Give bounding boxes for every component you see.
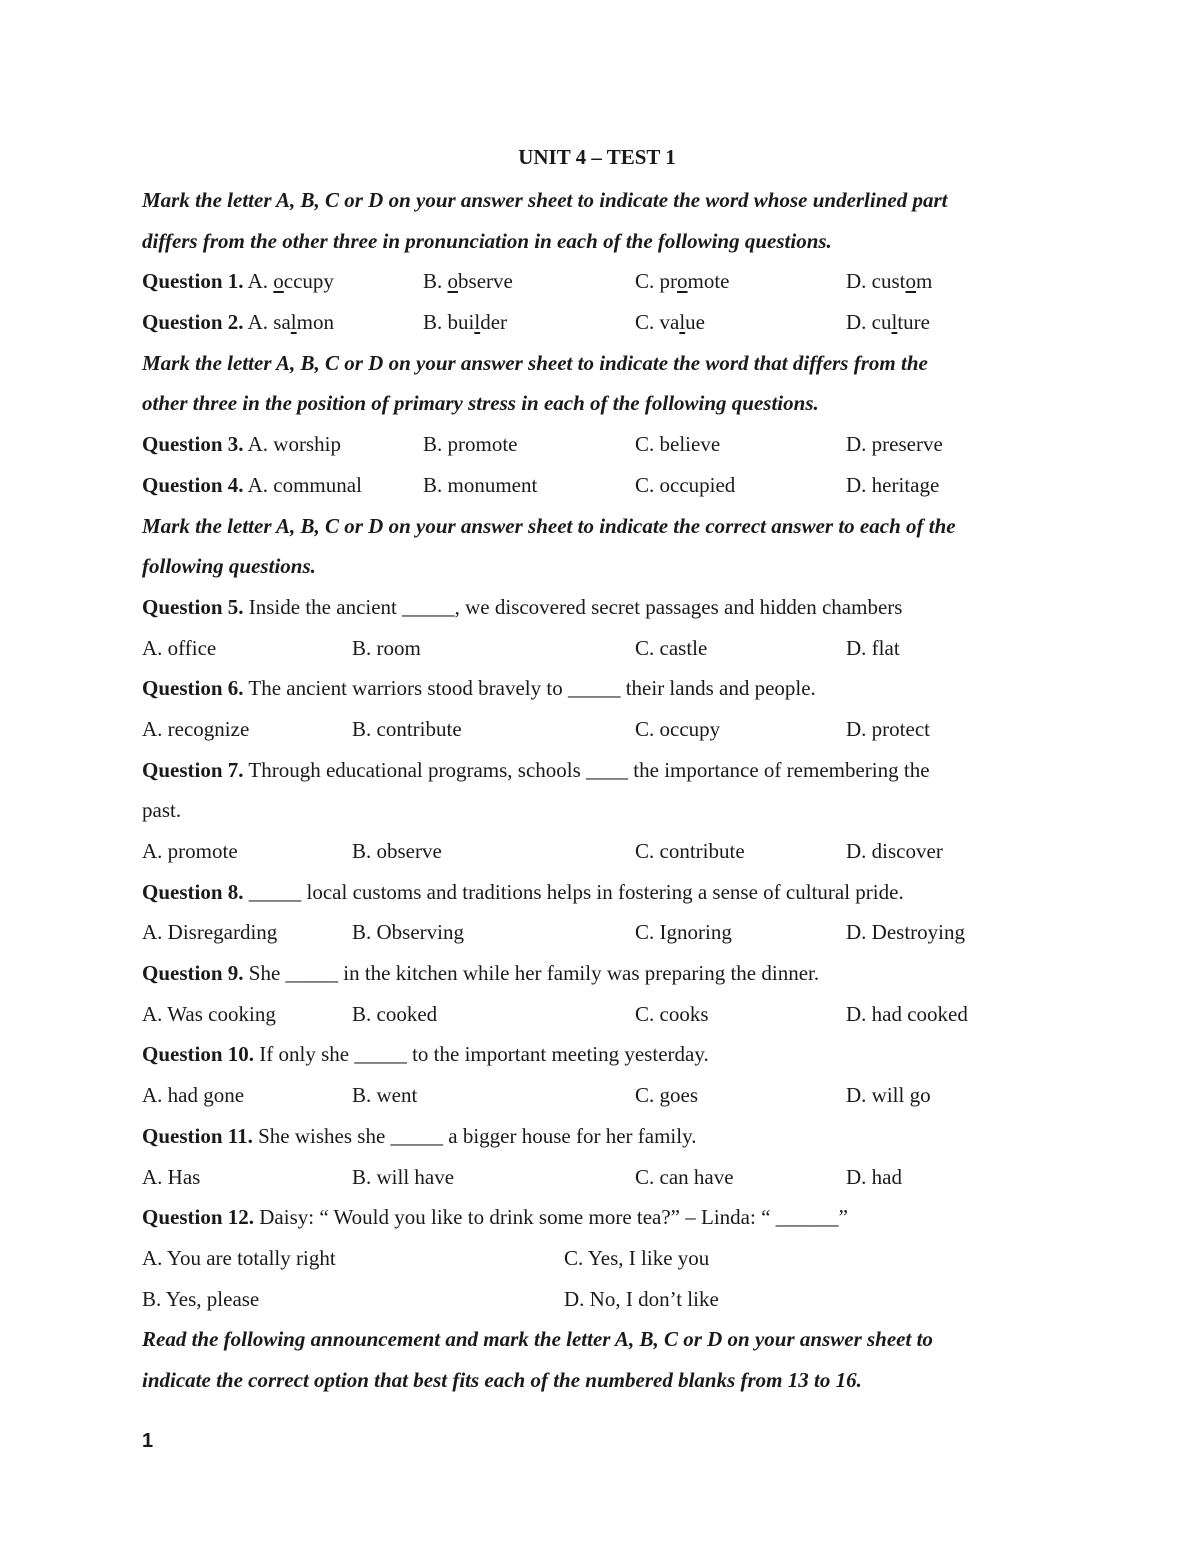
option-c: C. castle (635, 635, 708, 660)
question-label: Question 1. (142, 269, 244, 294)
question-4-option-b: B. monument (423, 472, 538, 497)
option-c: C. contribute (635, 839, 745, 863)
question-label: Question 11. (142, 1123, 253, 1148)
option-a: A. recognize (142, 716, 250, 741)
question-2-option-a: Question 2. A. salmon (142, 310, 334, 335)
question-text: She _____ in the kitchen while her family was preparing the dinner. (243, 961, 820, 986)
question-text: Through educational programs, schools ____ the importance of remembering the (243, 757, 930, 782)
section3-instruction-line2: following questions. (142, 554, 316, 579)
question-text: Inside the ancient _____, we discovered secret passages and hidden chambers (243, 594, 903, 619)
option-b: B. Observing (352, 920, 464, 945)
question-11-stem (142, 1116, 1062, 1157)
question-8-options (142, 912, 1062, 953)
question-12-options-row2 (142, 1279, 1062, 1320)
question-1-option-b: B. observe (423, 269, 513, 294)
question-text: She wishes she _____ a bigger house for her family. (252, 1123, 697, 1148)
question-6-options (142, 709, 1062, 750)
option-c: C. occupy (635, 716, 721, 741)
question-label: Question 12. (142, 1205, 255, 1230)
option-c: C. can have (635, 1164, 734, 1189)
option-c: C. cooks (635, 1001, 709, 1026)
option-d: D. will go (846, 1083, 931, 1108)
option-d: D. protect (846, 716, 930, 741)
section3-instruction-line1: Mark the letter A, B, C or D on your answer sheet to indicate the correct answer to each of the (142, 513, 956, 538)
option-a: A. Was cooking (142, 1001, 276, 1026)
question-5-options (142, 628, 1062, 669)
question-text: The ancient warriors stood bravely to _____ their lands and people. (243, 676, 816, 701)
option-d: D. Destroying (846, 920, 965, 945)
question-4-option-d: D. heritage (846, 472, 940, 497)
option-a: A. You are totally right (142, 1245, 336, 1270)
question-4 (142, 465, 1062, 506)
question-3-option-c: C. believe (635, 432, 721, 457)
question-label: Question 4. (142, 472, 244, 497)
question-4-option-a: Question 4. A. communal (142, 472, 362, 497)
question-9-stem (142, 953, 1062, 994)
question-label: Question 2. (142, 310, 244, 335)
question-6-stem (142, 668, 1062, 709)
question-2-option-c: C. value (635, 310, 705, 335)
question-1-option-d: D. custom (846, 269, 933, 294)
option-a: A. Disregarding (142, 920, 278, 945)
question-1-option-c: C. promote (635, 269, 730, 294)
question-1 (142, 261, 1062, 302)
question-label: Question 9. (142, 961, 244, 986)
question-8-stem (142, 872, 1062, 913)
question-3 (142, 424, 1062, 465)
option-a: A. had gone (142, 1083, 245, 1108)
question-2 (142, 302, 1062, 343)
option-b: B. contribute (352, 716, 462, 741)
option-d: D. had (846, 1164, 902, 1189)
option-c: C. Ignoring (635, 920, 732, 945)
option-b: B. will have (352, 1164, 455, 1189)
section2-instruction-line2: other three in the position of primary stress in each of the following questions. (142, 391, 819, 416)
question-10-options (142, 1075, 1062, 1116)
question-7-options (142, 831, 1062, 872)
option-d: D. discover (846, 839, 943, 863)
question-2-option-b: B. builder (423, 310, 508, 335)
question-label: Question 3. (142, 432, 244, 457)
question-label: Question 7. (142, 757, 244, 782)
option-b: B. cooked (352, 1001, 438, 1026)
question-text: Daisy: “ Would you like to drink some more tea?” – Linda: “ ______” (254, 1205, 848, 1230)
option-a: A. promote (142, 839, 238, 863)
question-label: Question 10. (142, 1042, 255, 1067)
question-3-option-a: Question 3. A. worship (142, 432, 341, 457)
question-7-stem-continued: past. (142, 798, 182, 823)
option-a: A. office (142, 635, 217, 660)
option-b: B. Yes, please (142, 1286, 260, 1311)
question-text: If only she _____ to the important meeting yesterday. (254, 1042, 709, 1067)
question-9-options (142, 994, 1062, 1035)
question-3-option-b: B. promote (423, 432, 518, 457)
page-number: 1 (142, 1430, 154, 1452)
section1-instruction-line2: differs from the other three in pronunciation in each of the following questions. (142, 228, 832, 253)
question-2-option-d: D. culture (846, 310, 930, 335)
question-1-option-a: Question 1. A. occupy (142, 269, 334, 294)
option-d: D. flat (846, 635, 900, 660)
question-label: Question 8. (142, 879, 244, 904)
question-12-stem (142, 1197, 1062, 1238)
section1-instruction-line1: Mark the letter A, B, C or D on your answer sheet to indicate the word whose underlined part (142, 188, 948, 212)
option-d: D. had cooked (846, 1001, 968, 1026)
option-b: B. room (352, 635, 421, 660)
option-c: C. Yes, I like you (564, 1245, 710, 1270)
question-text: _____ local customs and traditions helps in fostering a sense of cultural pride. (243, 879, 904, 904)
page-title: UNIT 4 – TEST 1 (518, 145, 676, 169)
option-d: D. No, I don’t like (564, 1286, 719, 1311)
question-5-stem (142, 587, 1062, 628)
question-11-options (142, 1157, 1062, 1198)
section2-instruction-line1: Mark the letter A, B, C or D on your answer sheet to indicate the word that differs from the (142, 350, 928, 375)
question-label: Question 6. (142, 676, 244, 701)
question-label: Question 5. (142, 594, 244, 619)
option-a: A. Has (142, 1164, 201, 1189)
option-c: C. goes (635, 1083, 698, 1108)
question-10-stem (142, 1034, 1062, 1075)
question-4-option-c: C. occupied (635, 472, 736, 497)
section4-instruction-line1: Read the following announcement and mark the letter A, B, C or D on your answer sheet to (142, 1327, 933, 1352)
document-page (142, 140, 1062, 1401)
option-b: B. went (352, 1083, 418, 1108)
question-12-options-row1 (142, 1238, 1062, 1279)
section4-instruction-line2: indicate the correct option that best fits each of the numbered blanks from 13 to 16. (142, 1367, 862, 1392)
question-7-stem (142, 750, 1062, 791)
option-b: B. observe (352, 839, 442, 863)
question-3-option-d: D. preserve (846, 432, 943, 457)
